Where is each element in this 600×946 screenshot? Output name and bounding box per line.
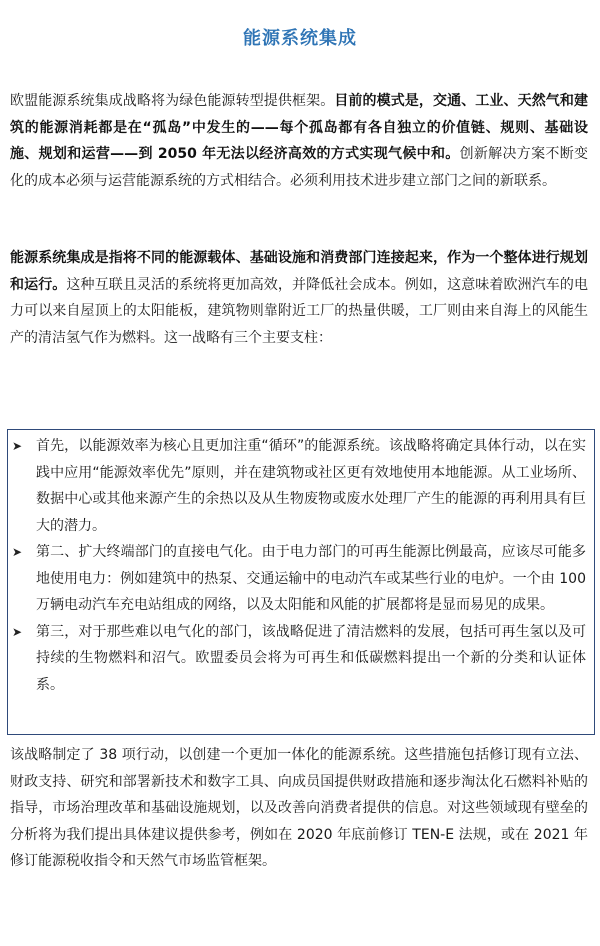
page-title: 能源系统集成 <box>243 28 357 49</box>
arrow-bullet-icon: ➤ <box>12 624 23 639</box>
pillar-text: 第三，对于那些难以电气化的部门，该战略促进了清洁燃料的发展，包括可再生氢以及可持续的生物燃料和沼气。欧盟委员会将为可再生和低碳燃料提出一个新的分类和认证体系。 <box>36 623 586 693</box>
definition-bold-text: 能源系统集成是指将不同的能源载体、基础设施和消费部门连接起来，作为一个整体进行规划和运行。 <box>10 250 588 293</box>
intro-paragraph <box>10 88 588 194</box>
pillar-item-2 <box>12 539 586 619</box>
pillars-box <box>7 429 595 735</box>
pillar-text: 第二、扩大终端部门的直接电气化。由于电力部门的可再生能源比例最高，应该尽可能多地使用电力：例如建筑中的热泵、交通运输中的电动汽车或某些行业的电炉。一个由 100 万辆电动汽车充电站组成的网络，以及太阳能和风能的扩展都将是显而易见的成果。 <box>36 544 586 613</box>
definition-paragraph <box>10 245 588 351</box>
definition-rest-text: 这种互联且灵活的系统将更加高效，并降低社会成本。例如，这意味着欧洲汽车的电力可以来自屋顶上的太阳能板，建筑物则靠附近工厂的热量供暖，工厂则由来自海上的风能生产的清洁氢气作为燃料。这一战略有三个主要支柱： <box>10 276 589 346</box>
intro-lead-text: 欧盟能源系统集成战略将为绿色能源转型提供框架。 <box>10 93 335 109</box>
closing-paragraph: 该战略制定了 38 项行动，以创建一个更加一体化的能源系统。这些措施包括修订现有立法、财政支持、研究和部署新技术和数字工具、向成员国提供财政措施和逐步淘汰化石燃料补贴的指导，市场治理改革和基础设施规划，以及改善向消费者提供的信息。对这些领域现有壁垒的分析将为我们提出具体建议提供参考，例如在 2020 年底前修订 TEN-E 法规，或在 2021 年修订能源税收指令和天然气市场监管框架。 <box>10 747 588 869</box>
intro-rest-text: 创新解决方案不断变化的成本必须与运营能源系统的方式相结合。必须利用技术进步建立部门之间的新联系。 <box>10 146 589 189</box>
arrow-bullet-icon: ➤ <box>12 545 23 559</box>
intro-bold-text: 目前的模式是，交通、工业、天然气和建筑的能源消耗都是在“孤岛”中发生的——每个孤岛都有各自独立的价值链、规则、基础设施、规划和运营——到 2050 年无法以经济高效的方式实现气候中和。 <box>10 93 589 162</box>
pillar-text: 首先，以能源效率为核心且更加注重“循环”的能源系统。该战略将确定具体行动，以在实践中应用“能源效率优先”原则，并在建筑物或社区更有效地使用本地能源。从工业场所、数据中心或其他来源产生的余热以及从生物废物或废水处理厂产生的能源的再利用具有巨大的潜力。 <box>36 438 586 534</box>
arrow-bullet-icon: ➤ <box>12 439 23 453</box>
pillar-item-1 <box>12 433 586 539</box>
pillar-item-3 <box>12 619 586 699</box>
